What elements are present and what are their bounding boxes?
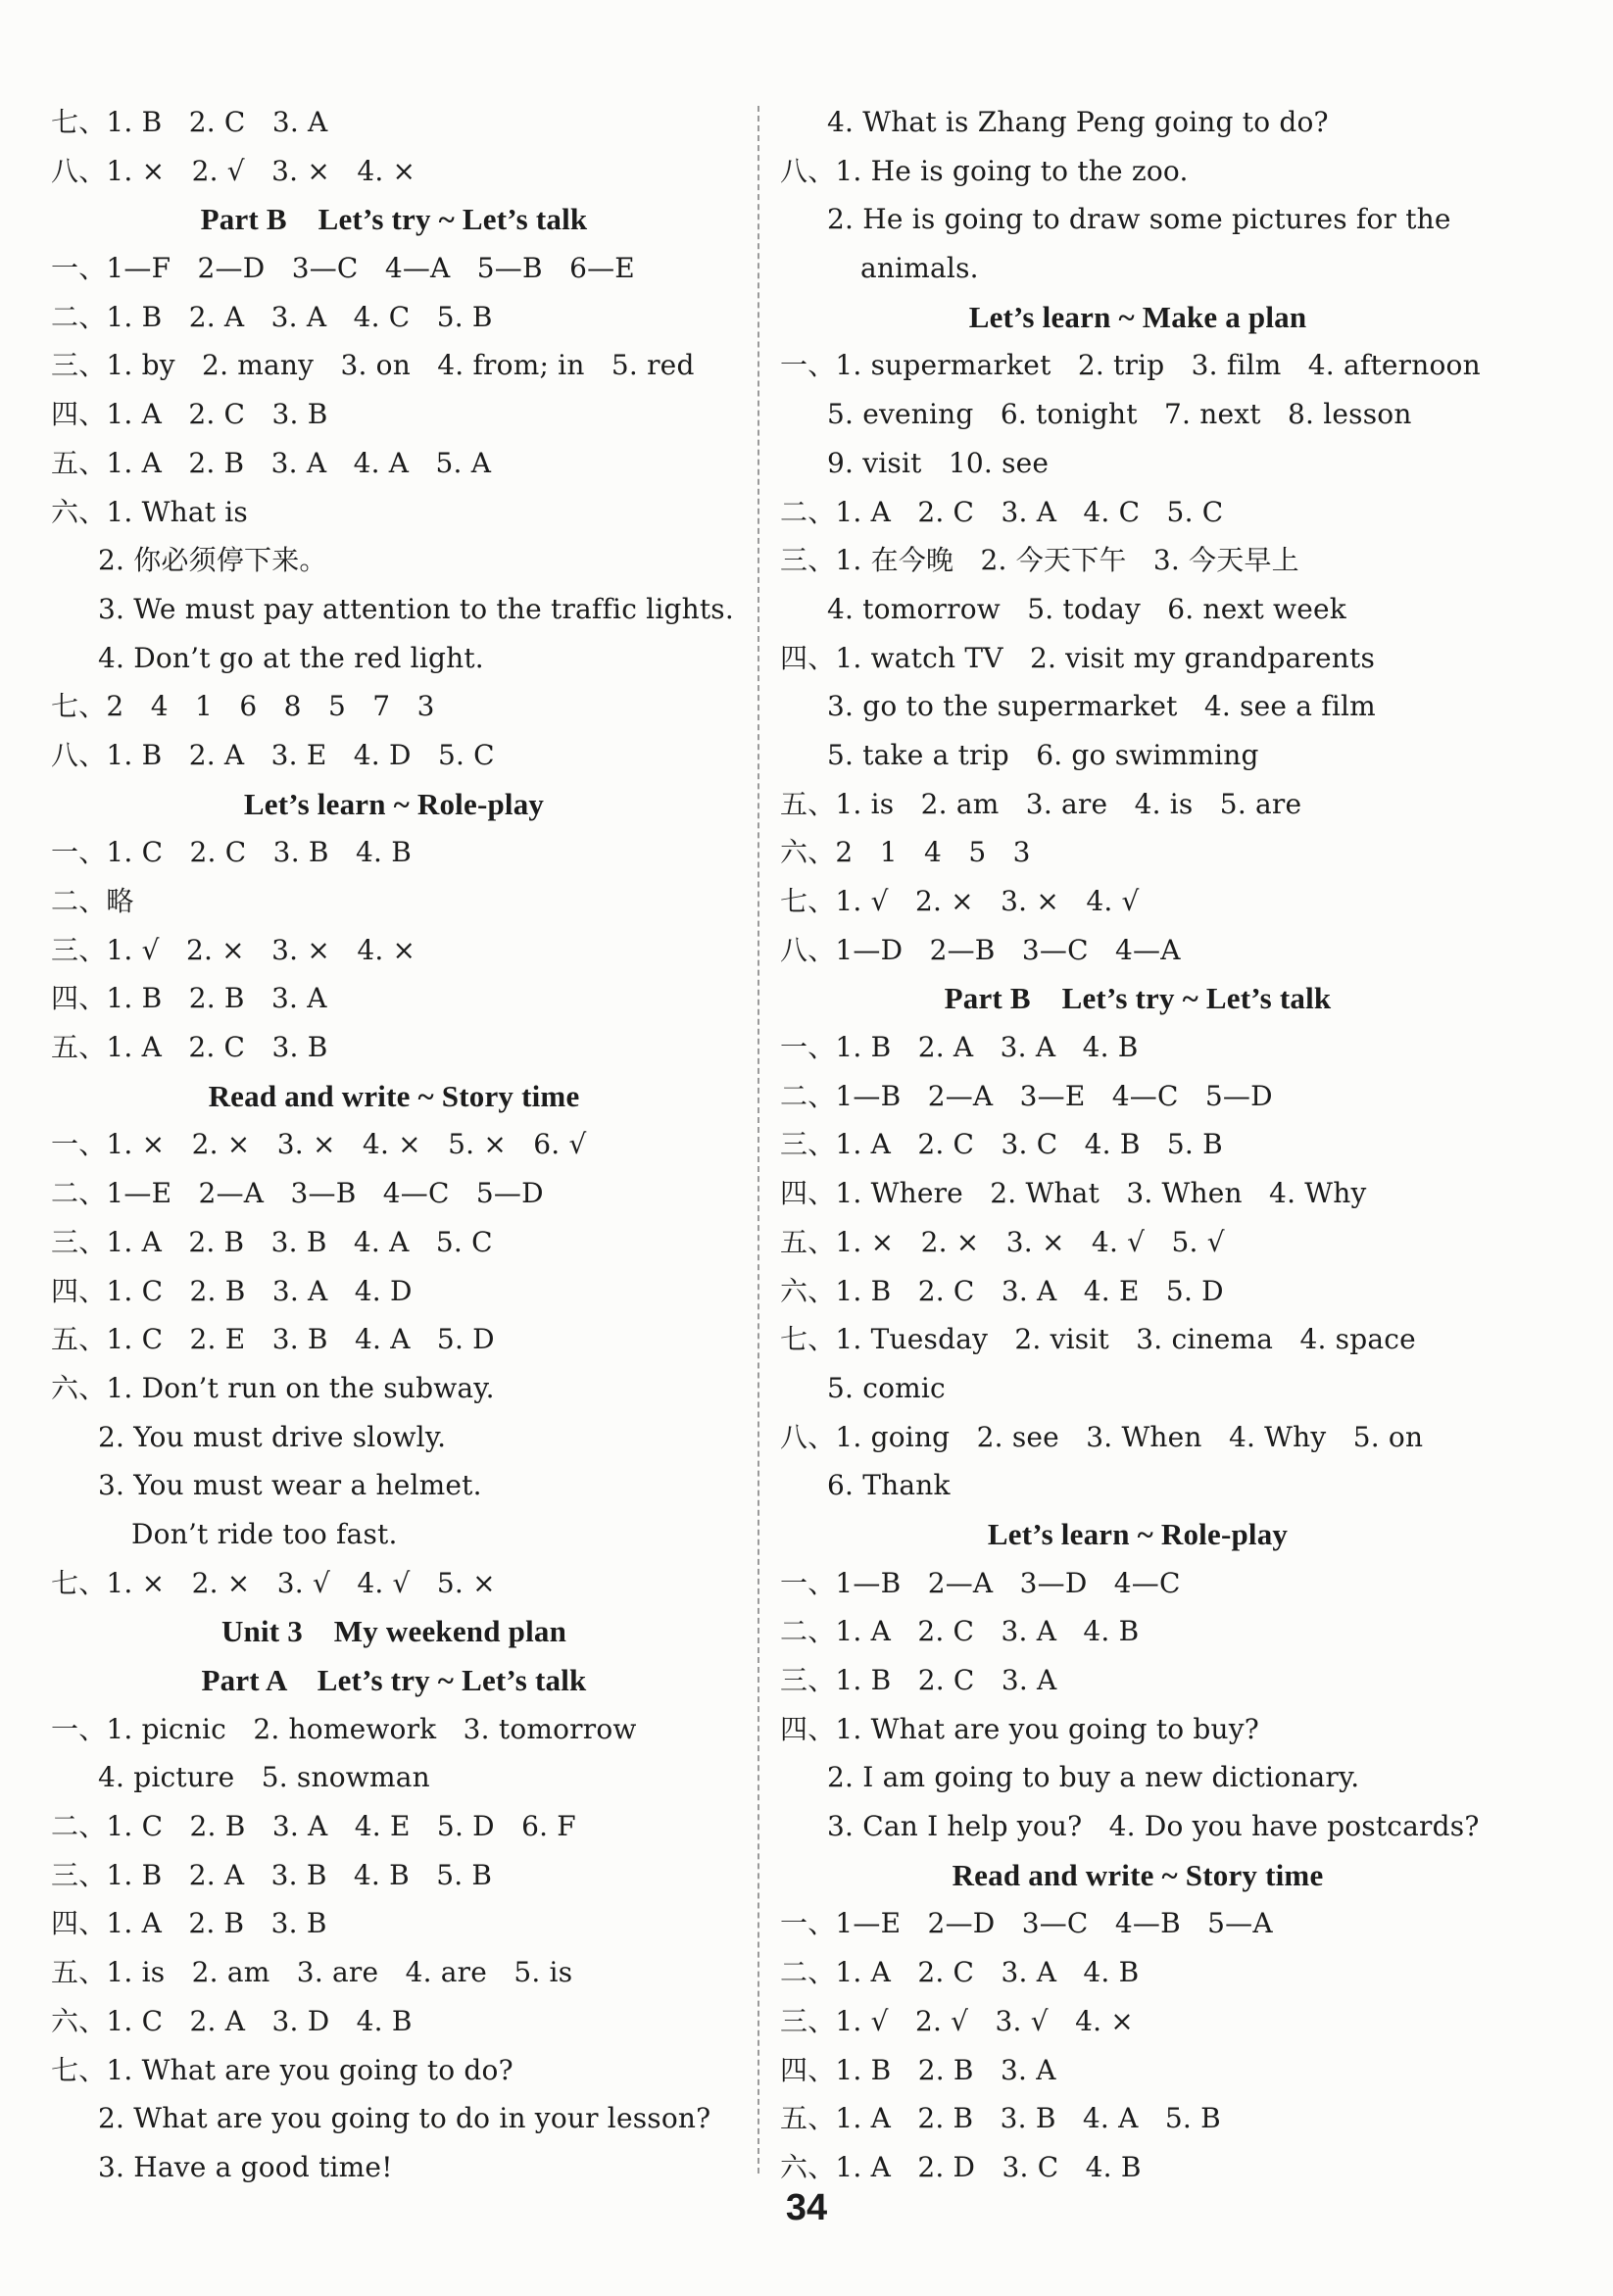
answer-line: 八、1. He is going to the zoo. [780,154,1189,187]
answer-line: 三、1. B 2. C 3. A [780,1664,1057,1696]
answer-line: 四、1. What are you going to buy? [780,1712,1260,1745]
answer-line: 3. Can I help you? 4. Do you have postcards? [827,1810,1480,1843]
answer-line: 五、1. is 2. am 3. are 4. are 5. is [51,1956,573,1989]
column-divider [758,106,759,2174]
answer-line: 三、1. by 2. many 3. on 4. from; in 5. red [51,349,695,382]
answer-line: 一、1—F 2—D 3—C 4—A 5—B 6—E [51,252,635,285]
section-heading: Let’s learn ~ Role-play [987,1516,1289,1551]
answer-line: 4. picture 5. snowman [98,1761,430,1794]
section-heading: Let’s learn ~ Role-play [243,786,545,821]
answer-line: Don’t ride too fast. [131,1517,398,1550]
answer-line: 4. tomorrow 5. today 6. next week [827,592,1346,625]
answer-line: 4. Don’t go at the red light. [98,641,484,674]
answer-line: 三、1. √ 2. √ 3. √ 4. × [780,2004,1134,2037]
answer-line: 6. Thank [827,1469,951,1502]
answer-line: 七、1. √ 2. × 3. × 4. √ [780,885,1140,917]
answer-line: 一、1. supermarket 2. trip 3. film 4. afternoon [780,349,1481,382]
answer-line: 2. He is going to draw some pictures for the [827,203,1451,236]
answer-line: 二、1—B 2—A 3—E 4—C 5—D [780,1079,1273,1112]
answer-line: 七、1. B 2. C 3. A [51,106,328,138]
answer-line: 四、1. watch TV 2. visit my grandparents [780,641,1376,674]
answer-line: 三、1. B 2. A 3. B 4. B 5. B [51,1858,493,1891]
answer-line: 一、1. C 2. C 3. B 4. B [51,836,412,869]
answer-line: 七、1. What are you going to do? [51,2053,513,2086]
answer-line: 3. go to the supermarket 4. see a film [827,690,1376,723]
answer-line: 2. 你必须停下来。 [98,544,327,577]
answer-line: 六、1. What is [51,495,248,528]
answer-line: 一、1—E 2—D 3—C 4—B 5—A [780,1907,1273,1940]
answer-line: 3. Have a good time! [98,2150,393,2183]
answer-line: 五、1. C 2. E 3. B 4. A 5. D [51,1323,495,1356]
answer-line: 五、1. A 2. B 3. A 4. A 5. A [51,446,492,479]
answer-line: 六、1. A 2. D 3. C 4. B [780,2150,1142,2183]
answer-line: 六、1. C 2. A 3. D 4. B [51,2004,413,2037]
answer-line: 五、1. A 2. C 3. B [51,1031,328,1064]
section-heading: Part B Let’s try ~ Let’s talk [200,202,588,237]
answer-line: 一、1. B 2. A 3. A 4. B [780,1031,1139,1064]
answer-line: 六、1. Don’t run on the subway. [51,1371,495,1404]
answer-line: 八、1. going 2. see 3. When 4. Why 5. on [780,1420,1424,1453]
answer-line: 五、1. is 2. am 3. are 4. is 5. are [780,787,1302,820]
answer-line: 二、1. A 2. C 3. A 4. B [780,1956,1140,1989]
answer-line: 二、1. B 2. A 3. A 4. C 5. B [51,300,493,333]
answer-line: 3. You must wear a helmet. [98,1469,482,1502]
answer-line: 六、2 1 4 5 3 [780,836,1031,869]
answer-line: 5. evening 6. tonight 7. next 8. lesson [827,398,1412,431]
answer-line: 二、略 [51,885,134,917]
answer-line: 四、1. A 2. C 3. B [51,398,328,431]
section-heading: Let’s learn ~ Make a plan [968,299,1307,334]
answer-line: 七、2 4 1 6 8 5 7 3 [51,690,435,723]
answer-line: 七、1. × 2. × 3. √ 4. √ 5. × [51,1566,496,1599]
answer-line: 三、1. 在今晚 2. 今天下午 3. 今天早上 [780,544,1299,577]
section-heading: Part A Let’s try ~ Let’s talk [201,1663,587,1697]
answer-line: 六、1. B 2. C 3. A 4. E 5. D [780,1274,1224,1307]
answer-line: 八、1. B 2. A 3. E 4. D 5. C [51,738,495,771]
answer-line: 2. I am going to buy a new dictionary. [827,1761,1360,1794]
answer-line: 二、1. A 2. C 3. A 4. B [780,1615,1140,1648]
right-column [780,98,1495,2192]
answer-line: 五、1. × 2. × 3. × 4. √ 5. √ [780,1225,1225,1258]
answer-line: 3. We must pay attention to the traffic lights. [98,592,734,625]
page-number: 34 [785,2187,828,2228]
answer-line: 三、1. A 2. B 3. B 4. A 5. C [51,1225,493,1258]
answer-line: 四、1. B 2. B 3. A [780,2053,1056,2086]
left-column [51,98,737,2192]
answer-line: 四、1. B 2. B 3. A [51,982,327,1015]
answer-line: 一、1—B 2—A 3—D 4—C [780,1566,1181,1599]
answer-line: 9. visit 10. see [827,446,1050,479]
section-heading: Unit 3 My weekend plan [220,1614,567,1649]
answer-line: 八、1. × 2. √ 3. × 4. × [51,154,416,187]
answer-line: 二、1—E 2—A 3—B 4—C 5—D [51,1177,544,1210]
answer-line: 二、1. C 2. B 3. A 4. E 5. D 6. F [51,1810,576,1843]
section-heading: Read and write ~ Story time [208,1078,580,1113]
answer-line: 五、1. A 2. B 3. B 4. A 5. B [780,2102,1221,2135]
answer-line: 二、1. A 2. C 3. A 4. C 5. C [780,495,1224,528]
answer-line: 4. What is Zhang Peng going to do? [827,106,1329,138]
section-heading: Read and write ~ Story time [952,1857,1324,1892]
answer-line: 5. comic [827,1371,946,1404]
answer-line: 四、1. Where 2. What 3. When 4. Why [780,1177,1367,1210]
answer-line: 三、1. A 2. C 3. C 4. B 5. B [780,1128,1223,1161]
answer-line: 5. take a trip 6. go swimming [827,738,1259,771]
answer-line: 一、1. picnic 2. homework 3. tomorrow [51,1712,637,1745]
answer-line: 三、1. √ 2. × 3. × 4. × [51,933,416,966]
answer-line: 2. You must drive slowly. [98,1420,447,1453]
section-heading: Part B Let’s try ~ Let’s talk [944,981,1332,1016]
answer-line: 一、1. × 2. × 3. × 4. × 5. × 6. √ [51,1128,587,1161]
answer-line: 八、1—D 2—B 3—C 4—A [780,933,1181,966]
answer-line: 四、1. A 2. B 3. B [51,1907,327,1940]
answer-line: 四、1. C 2. B 3. A 4. D [51,1274,413,1307]
answer-line: 七、1. Tuesday 2. visit 3. cinema 4. space [780,1323,1416,1356]
answer-line: animals. [860,252,979,285]
answer-line: 2. What are you going to do in your lesson? [98,2102,711,2135]
